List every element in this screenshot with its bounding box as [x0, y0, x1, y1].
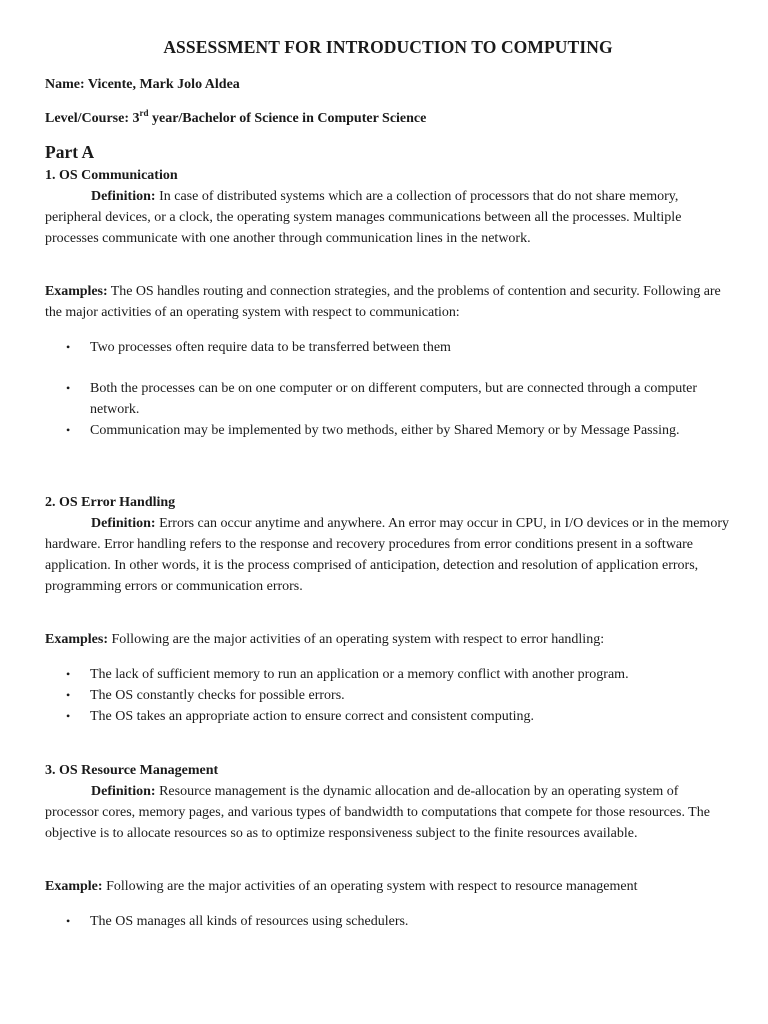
bullet-icon: • — [66, 914, 71, 928]
list-item — [45, 378, 731, 420]
definition-paragraph — [45, 513, 731, 597]
section-os-error-handling — [45, 492, 731, 727]
list-item — [45, 911, 731, 932]
document-title: ASSESSMENT FOR INTRODUCTION TO COMPUTING — [163, 37, 613, 57]
level-ordinal-suffix: rd — [139, 108, 149, 118]
bullet-icon: • — [66, 423, 71, 437]
definition-paragraph — [45, 781, 731, 844]
definition-label: Definition: — [91, 784, 156, 799]
examples-list — [45, 911, 731, 932]
list-item-text: The OS constantly checks for possible errors. — [90, 688, 345, 703]
examples-label: Examples: — [45, 632, 108, 647]
definition-text: In case of distributed systems which are a collection of processors that do not share memory, peripheral devices, or a clock, the operating system manages communications between all the processes. Multiple processes communicate with one another through communication lines in the network. — [45, 189, 682, 246]
examples-text: Following are the major activities of an operating system with respect to resource management — [102, 879, 638, 894]
part-a-heading: Part A — [45, 142, 95, 162]
list-item-text: The OS manages all kinds of resources using schedulers. — [90, 914, 409, 929]
list-item-text: The lack of sufficient memory to run an application or a memory conflict with another program. — [90, 667, 629, 682]
definition-label: Definition: — [91, 516, 156, 531]
examples-paragraph — [45, 629, 731, 650]
list-item — [45, 420, 731, 441]
section-heading: 3. OS Resource Management — [45, 763, 219, 778]
section-heading: 1. OS Communication — [45, 168, 178, 183]
examples-text: Following are the major activities of an operating system with respect to error handling: — [108, 632, 605, 647]
definition-text: Resource management is the dynamic allocation and de-allocation by an operating system of processor cores, memory pages, and various types of bandwidth to computations that compete for those resources. The objective is to allocate resources so as to optimize responsiveness subject to the finite resources available. — [45, 784, 710, 841]
list-item — [45, 664, 731, 685]
bullet-icon: • — [66, 688, 71, 702]
section-os-communication — [45, 165, 731, 441]
list-item — [45, 337, 731, 358]
examples-paragraph — [45, 281, 731, 323]
examples-label: Examples: — [45, 284, 108, 299]
examples-list — [45, 337, 731, 441]
level-course — [45, 108, 426, 129]
list-item — [45, 685, 731, 706]
list-item-text: Two processes often require data to be transferred between them — [90, 340, 451, 355]
level-prefix: Level/Course: 3 — [45, 111, 140, 126]
bullet-icon: • — [66, 381, 71, 395]
definition-label: Definition: — [91, 189, 156, 204]
list-item-text: Both the processes can be on one computer or on different computers, but are connected through a computer network. — [90, 381, 697, 417]
definition-paragraph — [45, 186, 731, 249]
examples-list — [45, 664, 731, 727]
student-name: Name: Vicente, Mark Jolo Aldea — [45, 77, 240, 92]
examples-text: The OS handles routing and connection strategies, and the problems of contention and security. Following are the major activities of an operating system with respect to communication: — [45, 284, 721, 320]
examples-label: Example: — [45, 879, 103, 894]
examples-paragraph — [45, 876, 731, 897]
bullet-icon: • — [66, 709, 71, 723]
list-item — [45, 706, 731, 727]
section-os-resource-management — [45, 760, 731, 932]
level-rest: year/Bachelor of Science in Computer Science — [148, 111, 427, 126]
section-heading: 2. OS Error Handling — [45, 495, 176, 510]
list-item-text: The OS takes an appropriate action to ensure correct and consistent computing. — [90, 709, 534, 724]
bullet-icon: • — [66, 667, 71, 681]
list-item-text: Communication may be implemented by two methods, either by Shared Memory or by Message Passing. — [90, 423, 680, 438]
definition-text: Errors can occur anytime and anywhere. An error may occur in CPU, in I/O devices or in the memory hardware. Error handling refers to the response and recovery procedures from error conditions present in a software application. In other words, it is the process comprised of anticipation, detection and resolution of application errors, programming errors or communication errors. — [45, 516, 729, 594]
bullet-icon: • — [66, 340, 71, 354]
